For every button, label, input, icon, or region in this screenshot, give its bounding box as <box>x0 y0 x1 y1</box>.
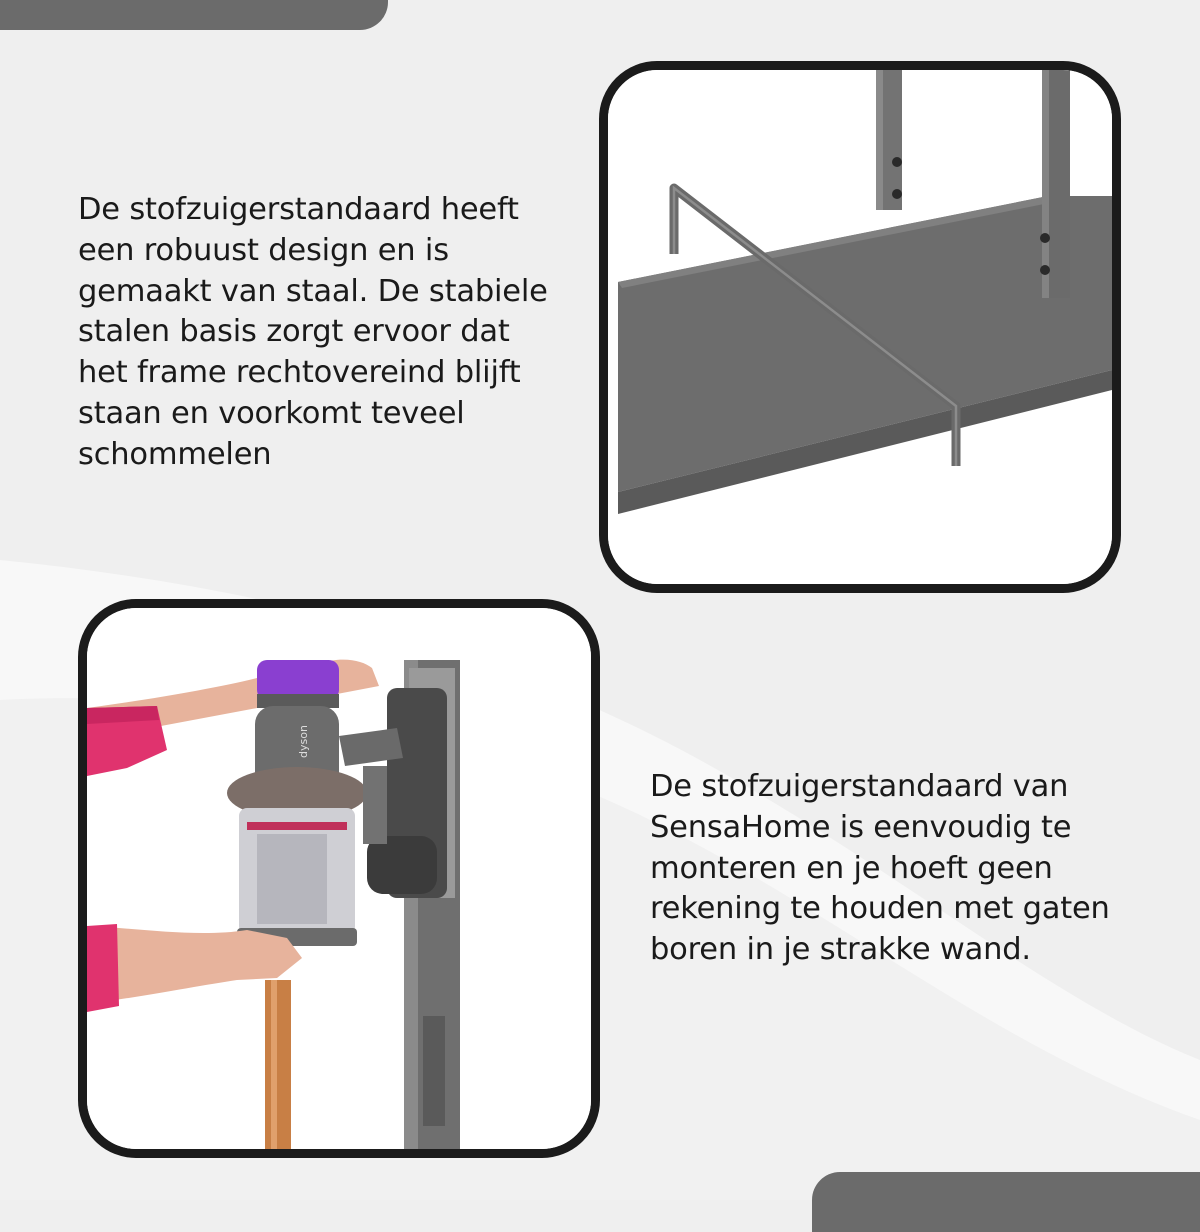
feature-text-mounting: De stofzuigerstandaard van SensaHome is eenvoudig te monteren en je hoeft geen rekening te houden met gaten boren in je strakke wand. <box>650 769 1110 968</box>
vacuum-illustration <box>87 608 591 1149</box>
brand-logo: dyson <box>297 725 310 758</box>
vacuum-in-stand-photo <box>78 599 600 1158</box>
stand-base-photo <box>599 61 1121 593</box>
corner-accent-top <box>0 0 388 30</box>
feature-text-design: De stofzuigerstandaard heeft een robuust design en is gemaakt van staal. De stabiele stalen basis zorgt ervoor dat het frame rechtovereind blijft staan en voorkomt teveel schommelen <box>78 192 548 472</box>
corner-accent-bottom <box>812 1172 1200 1232</box>
stand-base-illustration <box>608 70 1112 584</box>
